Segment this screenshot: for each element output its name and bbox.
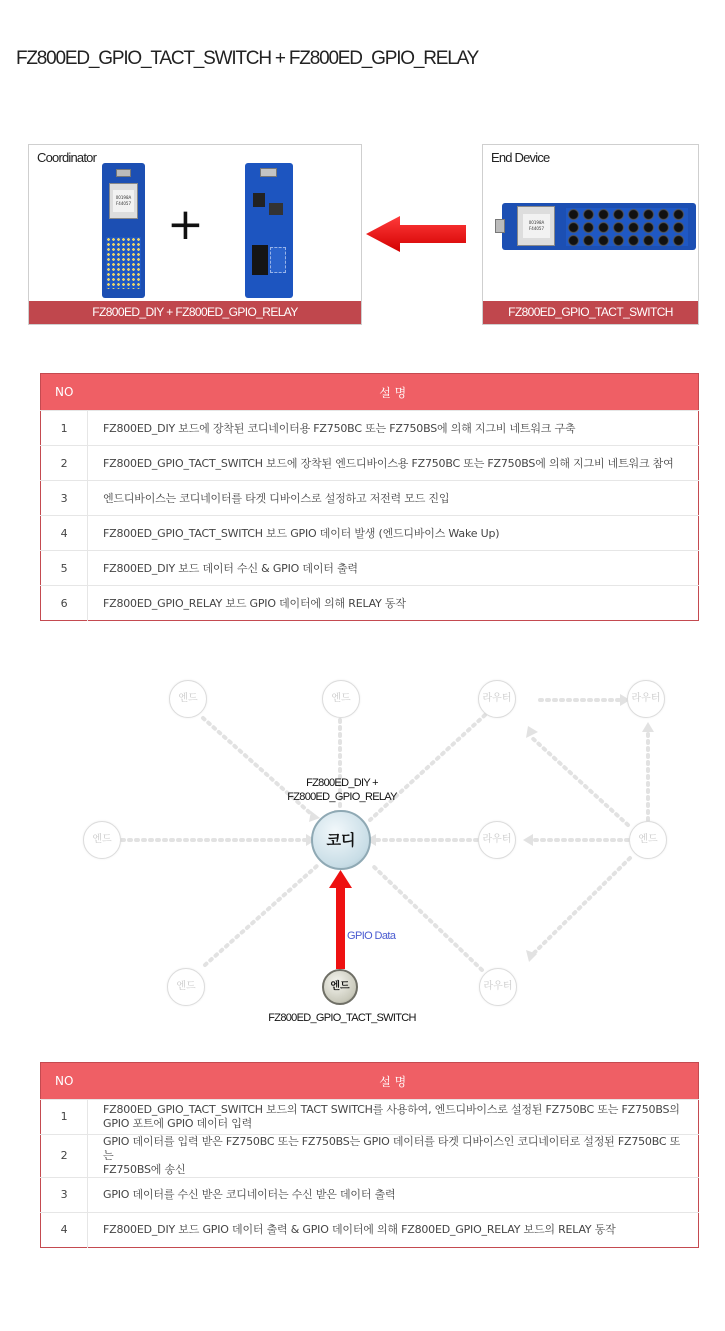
row-text: FZ800ED_GPIO_TACT_SWITCH 보드 GPIO 데이터 발생 (엔드디바이스 Wake Up)	[88, 516, 699, 551]
arrow-head-icon	[526, 726, 538, 738]
row-no: 1	[41, 411, 88, 446]
row-text-line2: FZ750BS에 송신	[103, 1163, 186, 1176]
diy-board-image	[102, 163, 145, 298]
row-text-line1: FZ800ED_GPIO_TACT_SWITCH 보드의 TACT SWITCH를 사용하여, 엔드디바이스로 설정된 FZ750BC 또는 FZ750BS의	[103, 1103, 680, 1116]
end-node-top-left: 엔드	[169, 680, 207, 718]
relay-label-area	[270, 247, 286, 273]
row-text: GPIO 데이터를 수신 받은 코디네이터는 수신 받은 데이터 출력	[88, 1178, 699, 1213]
row-text-line1: GPIO 데이터를 입력 받은 FZ750BC 또는 FZ750BS는 GPIO 데이터를 타겟 디바이스인 코디네이터로 설정된 FZ750BC 또는	[103, 1135, 681, 1162]
proto-grid	[106, 237, 141, 289]
row-text: FZ800ED_DIY 보드 데이터 수신 & GPIO 데이터 출력	[88, 551, 699, 586]
router-node-top-right: 라우터	[478, 680, 516, 718]
relay-component	[252, 245, 268, 275]
chip-component	[253, 193, 265, 207]
link-router-bottom-coord	[372, 865, 482, 970]
plus-symbol: +	[167, 199, 204, 250]
row-no: 5	[41, 551, 88, 586]
row-text: FZ800ED_GPIO_RELAY 보드 GPIO 데이터에 의해 RELAY 동작	[88, 586, 699, 621]
coordinator-caption-line2: FZ800ED_GPIO_RELAY	[287, 791, 397, 803]
end-node-top-mid: 엔드	[322, 680, 360, 718]
end-node-mid-left: 엔드	[83, 821, 121, 859]
end-device-label: End Device	[491, 150, 550, 165]
link-router-coord	[370, 715, 485, 820]
table-row	[41, 551, 699, 586]
row-no: 3	[41, 481, 88, 516]
header-desc: 설 명	[88, 374, 699, 411]
row-text: FZ800ED_DIY 보드 GPIO 데이터 출력 & GPIO 데이터에 의해 FZ800ED_GPIO_RELAY 보드의 RELAY 동작	[88, 1213, 699, 1248]
table-row	[41, 516, 699, 551]
router-node-bottom: 라우터	[479, 968, 517, 1006]
coordinator-node: 코디	[311, 810, 371, 870]
row-no: 6	[41, 586, 88, 621]
table-row	[41, 411, 699, 446]
zigbee-module	[517, 206, 555, 246]
page-title: FZ800ED_GPIO_TACT_SWITCH + FZ800ED_GPIO_RELAY	[16, 48, 479, 69]
arrow-head-icon	[642, 722, 654, 732]
zigbee-module	[109, 183, 138, 219]
chip-component	[269, 203, 283, 215]
row-text: FZ800ED_DIY 보드에 장착된 코디네이터용 FZ750BC 또는 FZ750BS에 의해 지그비 네트워크 구축	[88, 411, 699, 446]
tact-switch-array	[566, 208, 688, 246]
end-device-node: 엔드	[322, 969, 358, 1005]
tact-switch-board-image	[502, 203, 696, 250]
usb-connector	[260, 168, 277, 177]
row-no: 2	[41, 446, 88, 481]
coordinator-footer: FZ800ED_DIY + FZ800ED_GPIO_RELAY	[29, 301, 361, 324]
coordinator-caption-line1: FZ800ED_DIY +	[306, 777, 378, 789]
arrow-left-icon	[366, 214, 470, 254]
row-text: FZ800ED_GPIO_TACT_SWITCH 보드에 장착된 엔드디바이스용 FZ750BC 또는 FZ750BS에 의해 지그비 네트워크 참여	[88, 446, 699, 481]
end-node-bottom-left: 엔드	[167, 968, 205, 1006]
end-device-panel	[482, 144, 699, 325]
link-end-mr-router-bottom	[532, 858, 630, 955]
row-text-line2: GPIO 포트에 GPIO 데이터 입력	[103, 1117, 253, 1130]
row-text: 엔드디바이스는 코디네이터를 타겟 디바이스로 설정하고 저전력 모드 진입	[88, 481, 699, 516]
arrow-head-icon	[523, 834, 533, 846]
usb-connector	[495, 219, 505, 233]
row-no: 4	[41, 1213, 88, 1248]
module-text: 00198A F44057	[113, 190, 134, 212]
table-row	[41, 481, 699, 516]
header-desc: 설 명	[88, 1063, 699, 1100]
coordinator-caption	[262, 776, 422, 804]
link-end-tl-coord	[203, 718, 318, 820]
link-end-bl-coord	[205, 865, 318, 965]
row-no: 2	[41, 1135, 88, 1178]
end-node-mid-right: 엔드	[629, 821, 667, 859]
table-row	[41, 1178, 699, 1213]
end-device-footer: FZ800ED_GPIO_TACT_SWITCH	[483, 301, 698, 324]
row-text	[88, 1100, 699, 1135]
router-node-far-right: 라우터	[627, 680, 665, 718]
row-no: 4	[41, 516, 88, 551]
usb-connector	[116, 169, 131, 177]
table-row	[41, 446, 699, 481]
relay-board-image	[245, 163, 293, 298]
gpio-data-arrow	[329, 870, 352, 969]
table-row	[41, 1213, 699, 1248]
coordinator-panel	[28, 144, 362, 325]
table-row	[41, 1135, 699, 1178]
row-no: 1	[41, 1100, 88, 1135]
module-text: 00198A F44057	[523, 214, 550, 238]
router-node-mid: 라우터	[478, 821, 516, 859]
gpio-data-label: GPIO Data	[347, 930, 396, 942]
row-text	[88, 1135, 699, 1178]
header-no: NO	[41, 374, 88, 411]
row-no: 3	[41, 1178, 88, 1213]
table-row	[41, 1100, 699, 1135]
description-table-2	[40, 1062, 699, 1248]
link-end-mr-router	[530, 736, 628, 825]
end-device-caption: FZ800ED_GPIO_TACT_SWITCH	[268, 1012, 416, 1024]
description-table-1	[40, 373, 699, 621]
table-row	[41, 586, 699, 621]
header-no: NO	[41, 1063, 88, 1100]
coordinator-label: Coordinator	[37, 150, 97, 165]
